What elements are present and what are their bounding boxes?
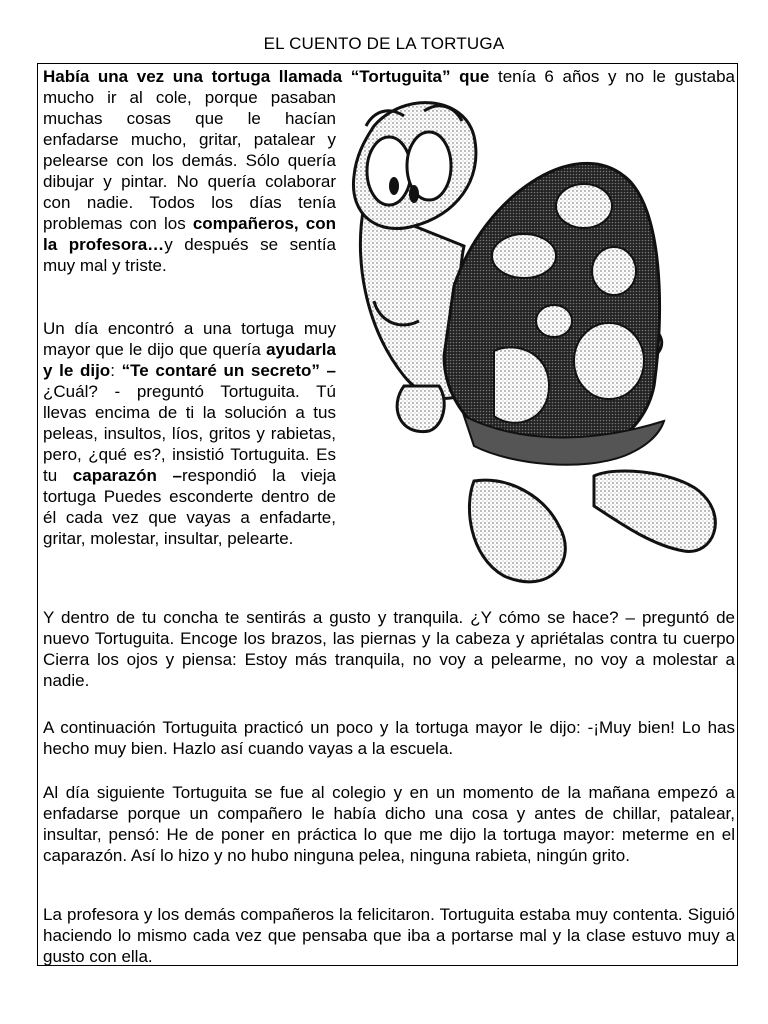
paragraph-2-bold-2: “Te contaré un secreto” – bbox=[121, 361, 336, 380]
paragraph-1 bbox=[43, 87, 336, 276]
page-title: EL CUENTO DE LA TORTUGA bbox=[263, 34, 505, 53]
paragraph-2-text: Un día encontró a una tortuga muy mayor que le dijo que quería bbox=[43, 319, 336, 359]
paragraph-1-text-end: y después se sentía muy mal y triste. bbox=[43, 235, 336, 275]
paragraph-1-text: mucho ir al cole, porque pasaban muchas cosas que le hacían enfadarse mucho, gritar, patalear y pelearse con los demás. Sólo quería dibujar y pintar. No quería colaborar con nadie. Todos los días tenía problemas con los bbox=[43, 88, 336, 233]
paragraph-2-text-3: ¿Cuál? - preguntó Tortuguita. Tú llevas encima de ti la solución a tus peleas, insultos, líos, gritos y rabietas, pero, ¿qué es?, insistió Tortuguita. Es tu bbox=[43, 382, 336, 485]
paragraph-2-text-2: : bbox=[110, 361, 122, 380]
turtle-illustration bbox=[344, 86, 736, 592]
paragraph-2 bbox=[43, 318, 336, 549]
intro-bold: Había una vez una tortuga llamada “Tortuguita” que bbox=[43, 67, 490, 86]
paragraph-2-bold-1: ayudarla y le dijo bbox=[43, 340, 336, 380]
paragraph-2-text-4: respondió la vieja tortuga Puedes esconderte dentro de él cada vez que vayas a enfadarte, gritar, molestar, insultar, pelearte. bbox=[43, 466, 337, 548]
story-intro-line bbox=[43, 66, 735, 87]
paragraph-5: Al día siguiente Tortuguita se fue al colegio y en un momento de la mañana empezó a enfadarse porque un compañero le había dicho una cosa y antes de chillar, patalear, insultar, pensó: He de poner en práctica lo que me dijo la tortuga mayor: meterme en el caparazón. Así lo hizo y no hubo ninguna pelea, ninguna rabieta, ningún grito. bbox=[43, 783, 735, 865]
paragraph-3: Y dentro de tu concha te sentirás a gusto y tranquila. ¿Y cómo se hace? – preguntó de nuevo Tortuguita. Encoge los brazos, las piernas y la cabeza y apriétalas contra tu cuerpo Cierra los ojos y piensa: Estoy más tranquila, no voy a pelearme, no voy a molestar a nadie. bbox=[43, 608, 735, 690]
intro-normal: tenía 6 años y no le gustaba bbox=[489, 67, 735, 86]
paragraph-6: La profesora y los demás compañeros la felicitaron. Tortuguita estaba muy contenta. Siguió haciendo lo mismo cada vez que pensaba que iba a portarse mal y la clase estuvo muy a gusto con ella. bbox=[43, 905, 735, 966]
paragraph-1-bold: compañeros, con la profesora… bbox=[43, 214, 336, 254]
paragraph-2-bold-3: caparazón – bbox=[72, 466, 182, 485]
paragraph-4: A continuación Tortuguita practicó un poco y la tortuga mayor le dijo: -¡Muy bien! Lo has hecho muy bien. Hazlo así cuando vayas a la escuela. bbox=[43, 718, 735, 758]
